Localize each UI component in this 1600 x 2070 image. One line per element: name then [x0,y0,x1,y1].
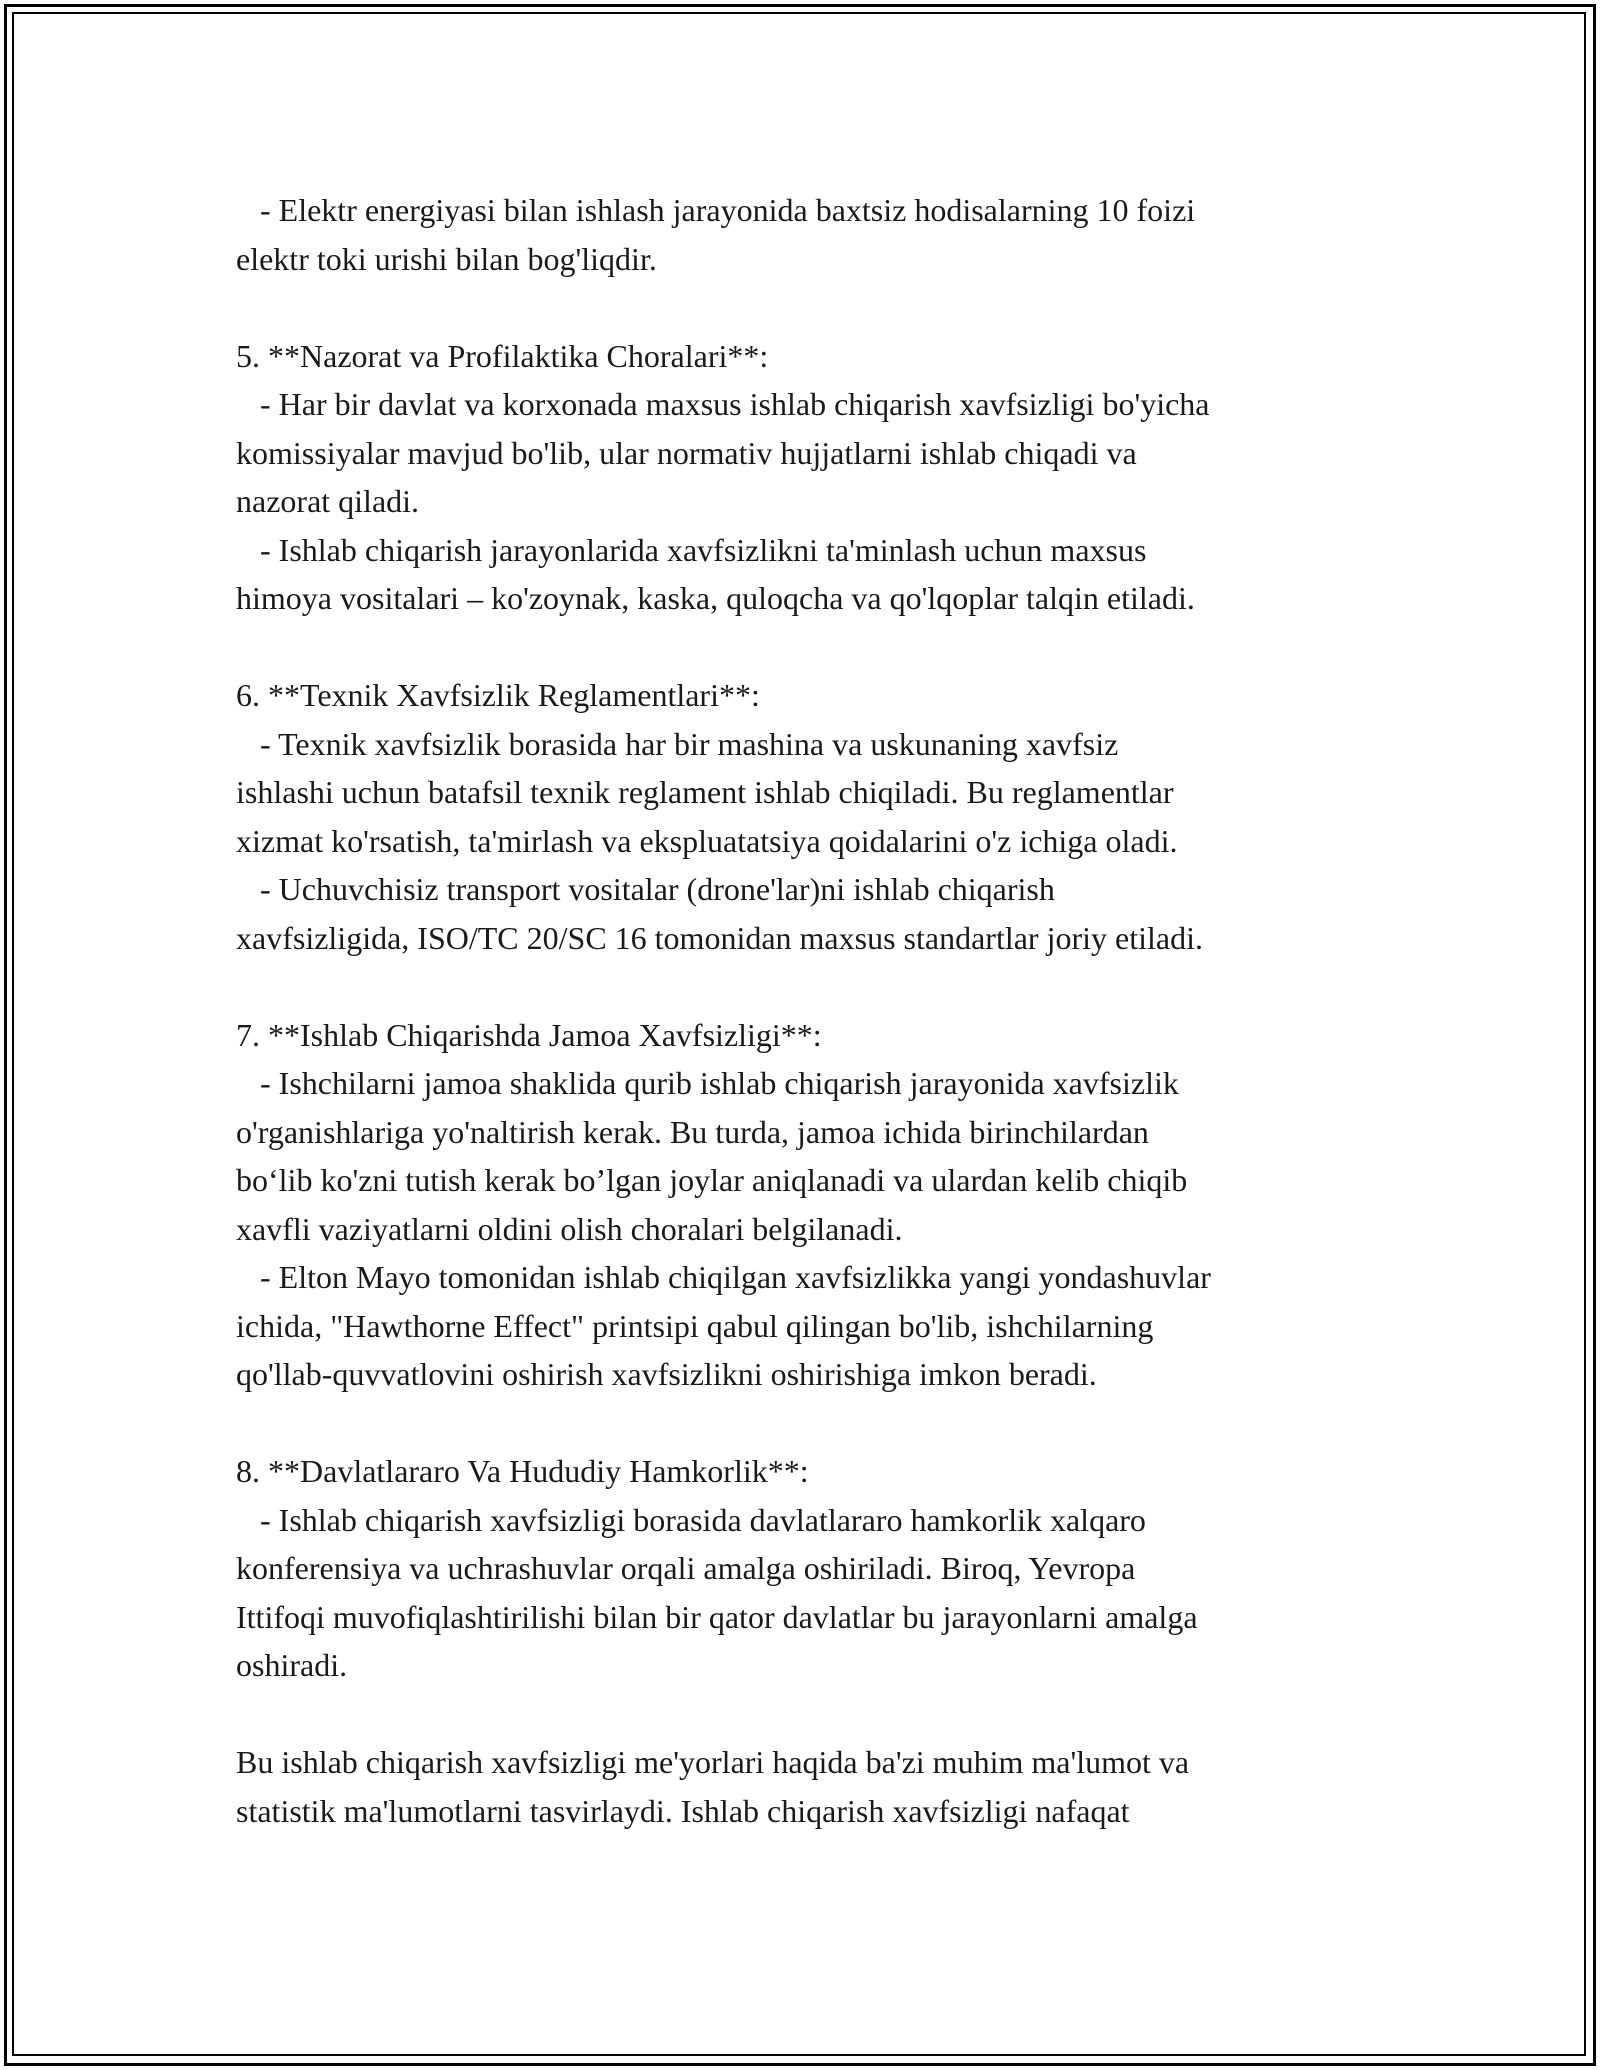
text-line: elektr toki urishi bilan bog'liqdir. [236,240,657,277]
text-line: xavfsizligida, ISO/TC 20/SC 16 tomonidan maxsus standartlar joriy etiladi. [236,919,1203,956]
text-line: - Uchuvchisiz transport vositalar (drone'lar)ni ishlab chiqarish [236,871,1055,907]
text-line: Ittifoqi muvofiqlashtirilishi bilan bir qator davlatlar bu jarayonlarni amalga [236,1598,1198,1635]
text-line: o'rganishlariga yo'naltirish kerak. Bu turda, jamoa ichida birinchilardan [236,1113,1149,1150]
text-line: 5. **Nazorat va Profilaktika Choralari**: [236,337,769,374]
text-line: - Ishlab chiqarish jarayonlarida xavfsizlikni ta'minlash uchun maxsus [236,531,1147,568]
text-line: xizmat ko'rsatish, ta'mirlash va ekspluatatsiya qoidalarini o'z ichiga oladi. [236,822,1178,859]
text-line: - Elton Mayo tomonidan ishlab chiqilgan xavfsizlikka yangi yondashuvlar [236,1259,1211,1295]
blank-line [236,1690,1416,1739]
text-line: - Ishlab chiqarish xavfsizligi borasida davlatlararo hamkorlik xalqaro [236,1501,1146,1538]
text-line: Bu ishlab chiqarish xavfsizligi me'yorlari haqida ba'zi muhim ma'lumot va [236,1744,1190,1780]
text-line: - Texnik xavfsizlik borasida har bir mashina va uskunaning xavfsiz [236,725,1119,762]
text-line: qo'llab-quvvatlovini oshirish xavfsizlikni oshirishiga imkon beradi. [236,1356,1097,1392]
blank-line [236,962,1416,1011]
text-line: - Ishchilarni jamoa shaklida qurib ishlab chiqarish jarayonida xavfsizlik [236,1065,1179,1101]
blank-line [236,1399,1416,1448]
text-line: ichida, "Hawthorne Effect" printsipi qabul qilingan bo'lib, ishchilarning [236,1307,1154,1344]
text-line: statistik ma'lumotlarni tasvirlaydi. Ishlab chiqarish xavfsizligi nafaqat [236,1792,1130,1829]
text-line: 7. **Ishlab Chiqarishda Jamoa Xavfsizligi**: [236,1016,822,1053]
text-line: - Elektr energiyasi bilan ishlash jarayonida baxtsiz hodisalarning 10 foizi [236,192,1196,228]
document-body [236,186,1416,1835]
text-line: himoya vositalari – ko'zoynak, kaska, quloqcha va qo'lqoplar talqin etiladi. [236,580,1195,616]
blank-line [236,283,1416,332]
blank-line [236,623,1416,672]
text-line: konferensiya va uchrashuvlar orqali amalga oshiriladi. Biroq, Yevropa [236,1550,1136,1586]
text-line: ishlashi uchun batafsil texnik reglament ishlab chiqiladi. Bu reglamentlar [236,774,1174,810]
text-line: 6. **Texnik Xavfsizlik Reglamentlari**: [236,677,760,713]
text-line: - Har bir davlat va korxonada maxsus ishlab chiqarish xavfsizligi bo'yicha [236,386,1210,422]
text-line: 8. **Davlatlararo Va Hududiy Hamkorlik**: [236,1453,809,1489]
text-line: nazorat qiladi. [236,483,420,519]
text-line: xavfli vaziyatlarni oldini olish choralari belgilanadi. [236,1210,903,1247]
text-line: oshiradi. [236,1647,348,1683]
text-line: komissiyalar mavjud bo'lib, ular normativ hujjatlarni ishlab chiqadi va [236,434,1137,471]
text-line: bo‘lib ko'zni tutish kerak bo’lgan joylar aniqlanadi va ulardan kelib chiqib [236,1162,1188,1198]
